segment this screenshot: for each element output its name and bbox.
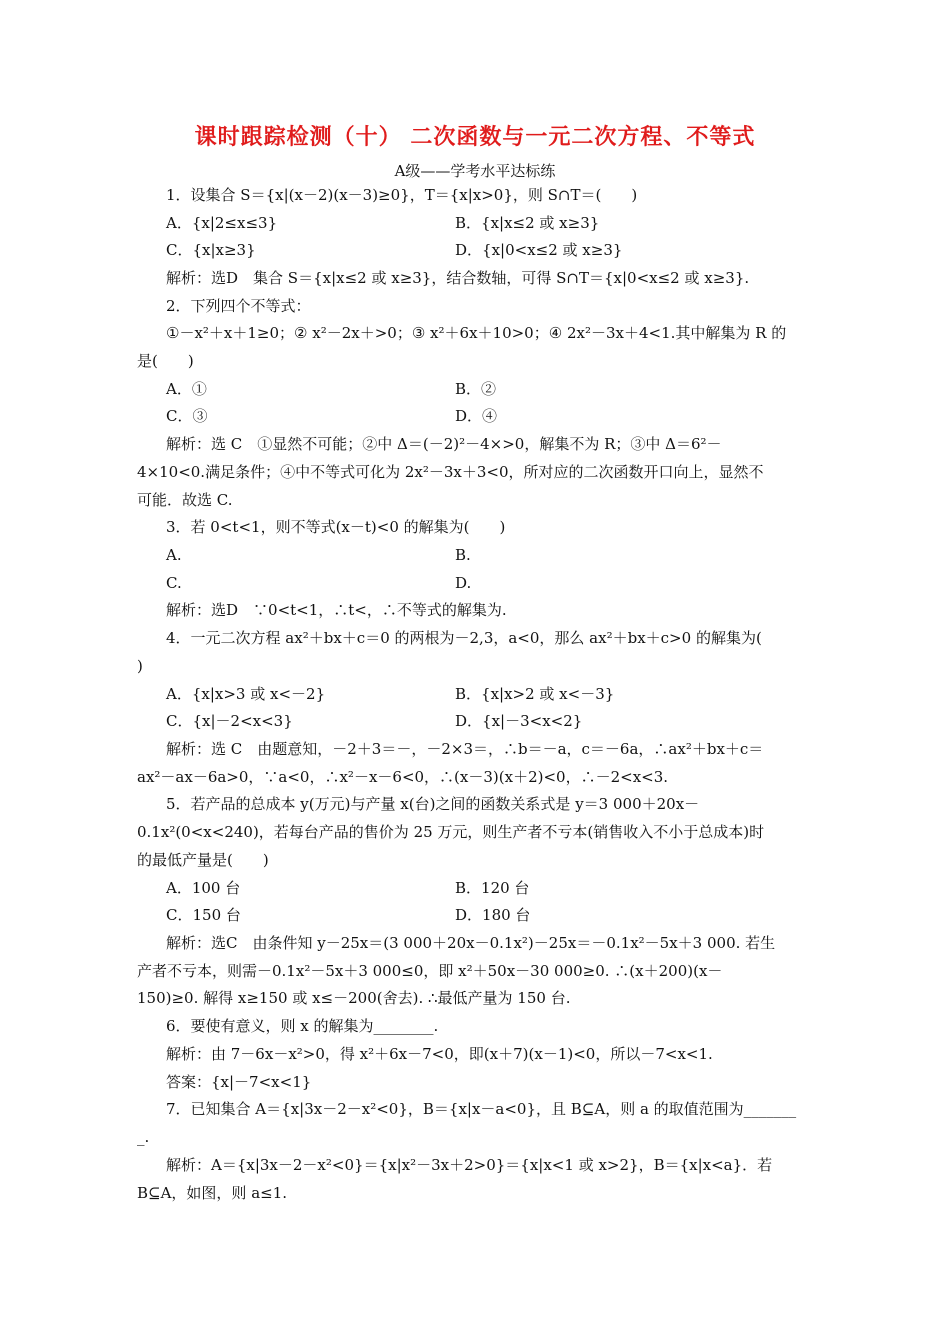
q3-option-c: C. xyxy=(166,574,182,592)
q2-stem-line2: 是( ) xyxy=(137,352,194,370)
q1-stem: 1．设集合 S＝{x|(x－2)(x－3)≥0}，T＝{x|x>0}，则 S∩T＝( ) xyxy=(166,186,638,204)
q2-option-d: D．④ xyxy=(455,407,498,425)
q5-solution-line2: 产者不亏本，则需－0.1x²－5x＋3 000≤0，即 x²＋50x－30 000≥0. ∴(x＋200)(x－ xyxy=(137,962,723,980)
q4-option-c: C．{x|－2<x<3} xyxy=(166,712,293,730)
q5-stem-line2: 0.1x²(0<x<240)，若每台产品的售价为 25 万元，则生产者不亏本(销售收入不小于总成本)时 xyxy=(137,823,765,841)
q6-stem: 6．要使有意义，则 x 的解集为________. xyxy=(166,1017,439,1035)
page-title: 课时跟踪检测（十） 二次函数与一元二次方程、不等式 xyxy=(194,124,756,150)
q2-option-c: C．③ xyxy=(166,407,208,425)
q2-solution-line3: 可能．故选 C. xyxy=(137,491,233,509)
q5-option-c: C．150 台 xyxy=(166,906,241,924)
q3-solution: 解析：选D ∵0<t<1，∴t<，∴不等式的解集为. xyxy=(166,601,507,619)
q4-option-a: A．{x|x>3 或 x<－2} xyxy=(166,685,326,703)
q7-solution-line1: 解析：A＝{x|3x－2－x²<0}＝{x|x²－3x＋2>0}＝{x|x<1 或 x>2}，B＝{x|x<a}．若 xyxy=(166,1156,773,1174)
q2-stem-line1: ①－x²＋x＋1≥0；② x²－2x＋>0；③ x²＋6x＋10>0；④ 2x²－3x＋4<1.其中解集为 R 的 xyxy=(166,324,787,342)
q6-solution: 解析：由 7－6x－x²>0，得 x²＋6x－7<0，即(x＋7)(x－1)<0，所以－7<x<1. xyxy=(166,1045,713,1063)
q5-solution-line3: 150)≥0. 解得 x≥150 或 x≤－200(舍去). ∴最低产量为 150 台. xyxy=(137,989,571,1007)
q3-option-a: A. xyxy=(166,546,182,564)
q4-option-b: B．{x|x>2 或 x<－3} xyxy=(455,685,615,703)
q5-stem-line1: 5．若产品的总成本 y(万元)与产量 x(台)之间的函数关系式是 y＝3 000＋20x－ xyxy=(166,795,700,813)
q4-solution-line1: 解析：选 C 由题意知，－2＋3＝－，－2×3＝，∴b＝－a，c＝－6a，∴ax²＋bx＋c＝ xyxy=(166,740,764,758)
q2-solution-line1: 解析：选 C ①显然不可能；②中 Δ＝(－2)²－4×>0，解集不为 R；③中 Δ＝6²－ xyxy=(166,435,722,453)
q2-stem: 2．下列四个不等式： xyxy=(166,297,311,315)
q3-stem: 3．若 0<t<1，则不等式(x－t)<0 的解集为( ) xyxy=(166,518,506,536)
q7-stem-line2: _. xyxy=(137,1128,150,1146)
q1-option-a: A．{x|2≤x≤3} xyxy=(166,214,278,232)
q4-solution-line2: ax²－ax－6a>0，∵a<0，∴x²－x－6<0，∴(x－3)(x＋2)<0，∴－2<x<3. xyxy=(137,768,669,786)
q4-stem-line2: ) xyxy=(137,657,143,675)
q4-option-d: D．{x|－3<x<2} xyxy=(455,712,583,730)
section-subtitle: A级——学考水平达标练 xyxy=(394,162,556,180)
q2-option-a: A．① xyxy=(166,380,207,398)
q1-option-b: B．{x|x≤2 或 x≥3} xyxy=(455,214,600,232)
q5-option-d: D．180 台 xyxy=(455,906,531,924)
q4-stem-line1: 4．一元二次方程 ax²＋bx＋c＝0 的两根为－2,3，a<0，那么 ax²＋bx＋c>0 的解集为( xyxy=(166,629,762,647)
q5-solution-line1: 解析：选C 由条件知 y－25x＝(3 000＋20x－0.1x²)－25x＝－0.1x²－5x＋3 000. 若生 xyxy=(166,934,776,952)
q6-answer: 答案：{x|－7<x<1} xyxy=(166,1073,312,1091)
q7-solution-line2: B⊆A，如图，则 a≤1. xyxy=(137,1184,288,1202)
q1-option-c: C．{x|x≥3} xyxy=(166,241,256,259)
q5-option-a: A．100 台 xyxy=(166,879,241,897)
q3-option-b: B. xyxy=(455,546,471,564)
q2-option-b: B．② xyxy=(455,380,497,398)
q2-solution-line2: 4×10<0.满足条件；④中不等式可化为 2x²－3x＋3<0，所对应的二次函数开口向上，显然不 xyxy=(137,463,764,481)
q5-stem-line3: 的最低产量是( ) xyxy=(137,851,269,869)
q5-option-b: B．120 台 xyxy=(455,879,530,897)
q7-stem-line1: 7．已知集合 A＝{x|3x－2－x²<0}，B＝{x|x－a<0}，且 B⊆A，则 a 的取值范围为_______ xyxy=(166,1100,797,1118)
q1-option-d: D．{x|0<x≤2 或 x≥3} xyxy=(455,241,623,259)
q1-solution: 解析：选D 集合 S＝{x|x≤2 或 x≥3}，结合数轴，可得 S∩T＝{x|0<x≤2 或 x≥3}. xyxy=(166,269,750,287)
q3-option-d: D. xyxy=(455,574,472,592)
